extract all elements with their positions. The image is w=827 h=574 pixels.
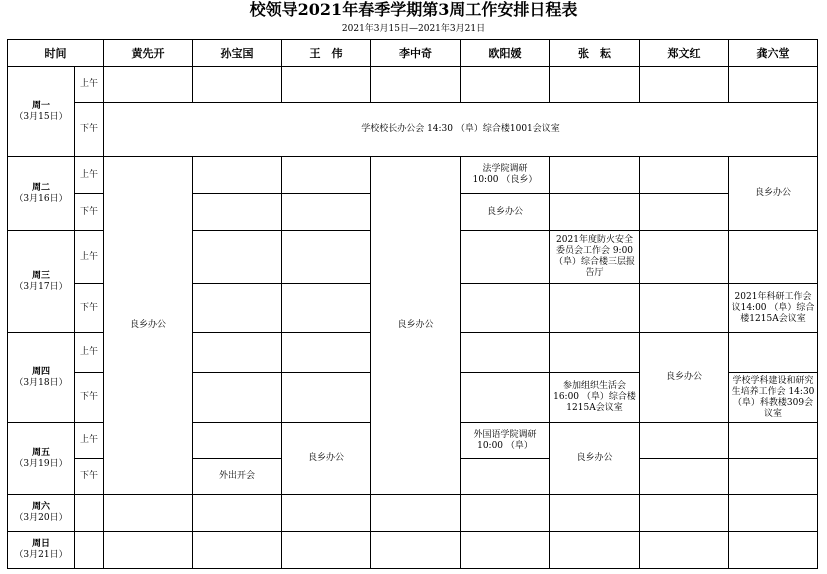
event-cell [193,459,282,495]
schedule-cell [104,67,193,103]
event-cell [729,157,818,231]
schedule-cell [461,532,550,569]
event-cell [640,333,729,423]
event-text: 学校校长办公会 14:30 （阜）综合楼1001会议室 [361,124,560,134]
schedule-cell [461,333,550,373]
am-label: 上午 [75,333,104,373]
schedule-cell [193,532,282,569]
event-text: 2021年科研工作会议14:00 （阜）综合楼1215A会议室 [731,291,815,324]
schedule-cell [75,532,104,569]
pm-label: 下午 [75,194,104,231]
schedule-cell [193,67,282,103]
schedule-cell [640,67,729,103]
day-name: 周五 [31,447,50,458]
schedule-cell [193,373,282,423]
day-date: （3月16日） [14,193,68,204]
event-text: 良乡办公 [754,188,791,198]
day-date: （3月15日） [14,111,68,122]
person-header: 郑文红 [640,40,729,67]
schedule-cell [640,459,729,495]
date-range: 2021年3月15日—2021年3月21日 [341,24,486,34]
event-cell [371,157,461,495]
day-date: （3月21日） [14,550,68,560]
event-text: 外国语学院调研 10:00 （阜） [473,429,537,451]
schedule-cell [282,157,371,194]
event-cell [461,157,550,194]
schedule-table [7,39,818,569]
am-label: 上午 [75,67,104,103]
event-cell [550,423,640,495]
schedule-cell [640,423,729,459]
event-cell [461,194,550,231]
event-text: 良乡办公 [307,453,344,463]
schedule-cell [729,423,818,459]
event-text: 学校学科建设和研究生培养工作会 14:30 （阜）科教楼309会议室 [731,375,815,419]
day-date: （3月19日） [14,458,68,469]
schedule-cell [640,194,729,231]
day-label [8,532,75,569]
day-label [8,231,75,333]
event-text: 法学院调研 10:00 （良乡） [472,164,538,185]
table-row [8,103,818,157]
header-row [8,40,818,67]
schedule-cell [104,495,193,532]
schedule-cell [193,495,282,532]
event-cell [729,284,818,333]
schedule-cell [193,157,282,194]
schedule-cell [640,532,729,569]
day-label [8,157,75,231]
schedule-cell [282,194,371,231]
schedule-cell [550,495,640,532]
event-cell [461,423,550,459]
schedule-cell [729,495,818,532]
event-text: 良乡办公 [486,206,523,217]
day-name: 周三 [31,270,50,281]
pm-label: 下午 [75,459,104,495]
am-label: 上午 [75,231,104,284]
schedule-cell [550,194,640,231]
day-date: （3月17日） [14,281,68,292]
person-header: 黄先开 [104,40,193,67]
schedule-cell [461,231,550,284]
schedule-cell [729,459,818,495]
schedule-cell [371,495,461,532]
schedule-cell [193,231,282,284]
schedule-cell [282,67,371,103]
person-header: 李中奇 [371,40,461,67]
day-label [8,67,75,157]
schedule-cell [550,67,640,103]
event-cell [550,231,640,284]
person-header: 王 伟 [282,40,371,67]
event-cell [550,373,640,423]
schedule-cell [550,284,640,333]
person-header: 张 耘 [550,40,640,67]
time-header: 时间 [8,40,104,67]
event-text: 良乡办公 [129,320,166,330]
schedule-cell [461,373,550,423]
pm-label: 下午 [75,284,104,333]
schedule-cell [640,157,729,194]
table-row [8,157,818,194]
schedule-cell [282,532,371,569]
am-label: 上午 [75,157,104,194]
day-label [8,423,75,495]
schedule-cell [193,194,282,231]
event-text: 良乡办公 [665,372,702,382]
schedule-cell [461,67,550,103]
schedule-cell [371,532,461,569]
table-row [8,532,818,569]
event-text: 2021年度防火安全委员会工作会 9:00 （阜）综合楼三层报告厅 [553,235,635,278]
schedule-cell [75,495,104,532]
schedule-cell [193,333,282,373]
schedule-cell [282,373,371,423]
schedule-cell [371,67,461,103]
schedule-cell [461,495,550,532]
pm-label: 下午 [75,103,104,157]
table-row [8,495,818,532]
schedule-cell [193,423,282,459]
schedule-cell [640,284,729,333]
page-title: 校领导2021年春季学期第3周工作安排日程表 [249,0,578,19]
schedule-cell [104,532,193,569]
schedule-cell [729,67,818,103]
schedule-cell [550,532,640,569]
event-text: 外出开会 [218,471,255,481]
schedule-cell [461,459,550,495]
schedule-cell [729,532,818,569]
schedule-cell [550,157,640,194]
day-date: （3月18日） [14,377,68,388]
day-name: 周一 [31,100,50,111]
day-name: 周四 [31,366,50,377]
event-cell [282,423,371,495]
person-header: 欧阳媛 [461,40,550,67]
event-cell [104,157,193,495]
event-cell [729,373,818,423]
event-text: 参加组织生活会 16:00 （阜）综合楼1215A会议室 [553,381,636,413]
schedule-cell [282,284,371,333]
schedule-cell [640,495,729,532]
schedule-cell [640,231,729,284]
schedule-cell [282,495,371,532]
schedule-cell [282,333,371,373]
day-name: 周二 [31,182,50,193]
table-row [8,67,818,103]
event-text: 良乡办公 [397,320,434,330]
schedule-cell [729,231,818,284]
event-text: 良乡办公 [576,453,613,463]
day-name: 周六 [31,502,50,512]
day-date: （3月20日） [14,513,68,523]
person-header: 龚六堂 [729,40,818,67]
schedule-cell [729,333,818,373]
day-label [8,333,75,423]
schedule-cell [282,231,371,284]
event-cell [104,103,818,157]
schedule-cell [550,333,640,373]
pm-label: 下午 [75,373,104,423]
schedule-cell [193,284,282,333]
am-label: 上午 [75,423,104,459]
day-label [8,495,75,532]
day-name: 周日 [31,539,50,549]
schedule-cell [461,284,550,333]
person-header: 孙宝国 [193,40,282,67]
